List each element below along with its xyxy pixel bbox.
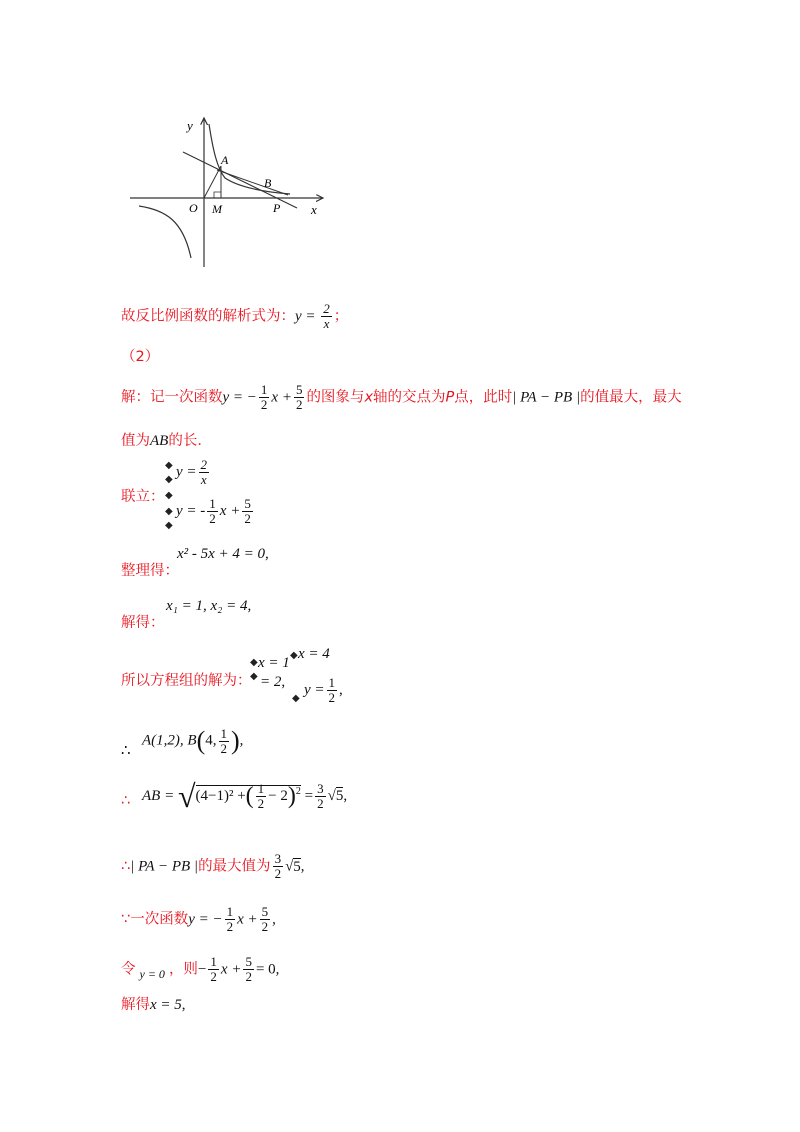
roots: x₁ = 1, x₂ = 4, [166, 598, 252, 614]
right-angle-mark [214, 192, 221, 198]
simplified-equation: x² - 5x + 4 = 0, [177, 546, 269, 562]
solution-a-y: = 2, [260, 674, 286, 690]
line-set-y-zero: 令 $_{y = 0}$ ，则− $\frac{1}{2}$ x + $\frac{5}{2}$ = 0, [121, 954, 280, 984]
point-p-label: P [273, 201, 281, 215]
brace-glyph: ◆ [292, 693, 300, 704]
segment-oa [204, 166, 221, 198]
line-system-label: 联立： [121, 489, 165, 505]
y-axis-label: y [187, 118, 193, 133]
points-ab: A(1,2), B(4, $\frac{1}{2}$ ), [142, 725, 244, 756]
solution-b-x: x = 4 [298, 646, 330, 662]
brace-glyph: ◆ [250, 671, 258, 682]
point-b-label: B [264, 176, 272, 190]
solution-b-y: y = $\frac{1}{2}$ , [304, 675, 343, 705]
line-simplify-label: 整理得： [121, 563, 179, 579]
point-a-label: A [221, 153, 229, 167]
function-graph [125, 110, 335, 270]
line-ab [183, 152, 297, 208]
brace-glyph: ◆ [250, 657, 258, 668]
brace-glyph: ◆ [290, 650, 298, 661]
line-linear-function: ∵一次函数y = − $\frac{1}{2}$ x + $\frac{5}{2}$ , [121, 904, 276, 934]
text: 故反比例函数的解析式为： [121, 308, 295, 325]
system-eq-1: y = $\frac{2}{x}$ [176, 457, 208, 487]
line-ap [217, 170, 288, 195]
line-solve-x: 解得x = 5, [121, 997, 186, 1013]
x-axis-label: x [311, 202, 317, 217]
line-ab-length: ∴ [121, 793, 131, 809]
line-therefore-points: ∴ [121, 743, 131, 759]
math: y = [295, 308, 320, 325]
brace-glyph: ◆ [165, 460, 173, 471]
line-roots-label: 解得： [121, 615, 165, 631]
line-part-2 [121, 346, 159, 367]
origin-label: O [189, 201, 198, 215]
brace-glyph: ◆ [165, 506, 173, 517]
hyperbola-left-branch [139, 206, 191, 258]
brace-glyph: ◆ [165, 490, 173, 501]
ab-length-formula: AB = √(4−1)² +( $\frac{1}{2}$ − 2)$^2$ = $\frac{3}{2}$ √5, [142, 778, 348, 814]
brace-glyph: ◆ [165, 520, 173, 531]
solution-a-x: x = 1 [258, 655, 290, 671]
line-max-result: ∴| PA − PB |的最大值为 $\frac{3}{2}$ √5, [121, 851, 305, 881]
line-solution-intro: 解：记一次函数y = − $\frac{1}{2}$ x + $\frac{5}{2}$ 的图象与x轴的交点为P点，此时| PA − PB |的值最大，最大 [121, 382, 682, 412]
line-max-value: 值为AB的长． [121, 433, 212, 449]
system-eq-2: y = - $\frac{1}{2}$ x + $\frac{5}{2}$ [176, 496, 251, 526]
text: （2） [121, 349, 160, 365]
line-solution-set-label: 所以方程组的解为： [121, 673, 252, 689]
point-m-label: M [212, 202, 222, 216]
line-reciprocal-expression [121, 302, 348, 331]
text: ； [333, 308, 349, 325]
brace-glyph: ◆ [165, 474, 173, 485]
fraction: $\frac{2}{x}$ [323, 301, 330, 331]
